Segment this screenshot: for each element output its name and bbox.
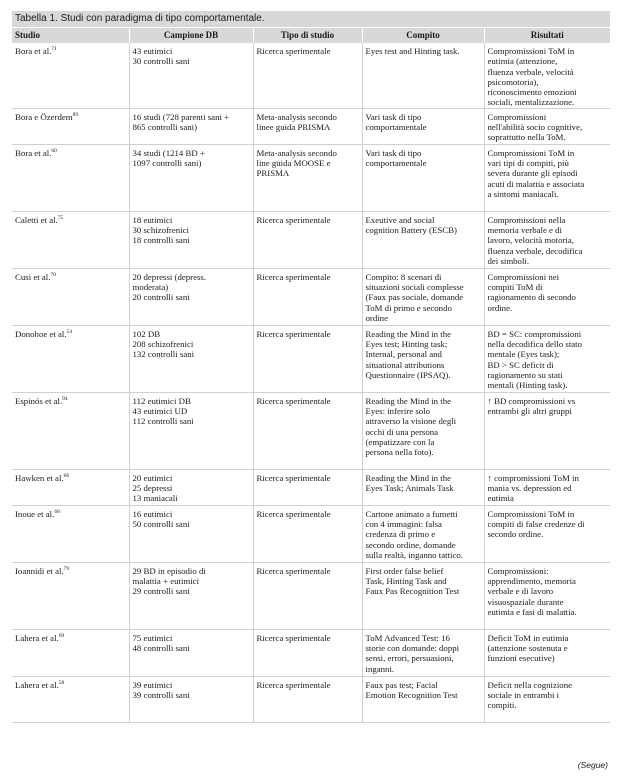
cell-tipo	[253, 629, 362, 676]
risultati-line: ragionamento di secondo	[487, 292, 576, 303]
compito-line: ToM di primo e secondo	[365, 302, 452, 313]
cell-compito	[362, 268, 484, 325]
risultati-line: psicomotoria),	[487, 76, 539, 87]
reference-number: 60	[51, 147, 57, 154]
cell-compito	[362, 676, 484, 722]
campione-line: 16 studi (728 parenti sani +	[132, 111, 230, 122]
campione-line: 1097 controlli sani)	[132, 158, 202, 169]
compito-line: Compito: 8 scenari di	[365, 271, 442, 282]
cell-studio	[12, 562, 129, 629]
risultati-line: sociali, mentalizzazione.	[487, 97, 575, 108]
cell-campione	[129, 562, 253, 629]
header-campione: Campione DB	[129, 28, 253, 43]
cell-studio	[12, 392, 129, 469]
tipo-line: PRISMA	[256, 168, 290, 179]
compito-line: comportamentale	[365, 122, 427, 133]
cell-studio	[12, 469, 129, 505]
study-name: Hawken et al.	[15, 472, 64, 483]
cell-studio	[12, 211, 129, 268]
compito-line: sensi, errori, persuasioni,	[365, 653, 454, 664]
risultati-line: acuti di malattia e associata	[487, 178, 585, 189]
risultati-line: nella decodifica dello stato	[487, 339, 583, 350]
cell-compito	[362, 629, 484, 676]
compito-line: persona nella foto).	[365, 447, 434, 458]
risultati-line: Compromissioni:	[487, 565, 549, 576]
compito-line: (empatizzare con la	[365, 436, 435, 447]
cell-campione	[129, 676, 253, 722]
campione-line: 20 depressi (depress.	[132, 271, 207, 282]
cell-campione	[129, 392, 253, 469]
campione-line: 39 eutimici	[132, 679, 173, 690]
cell-campione	[129, 268, 253, 325]
reference-number: 71	[51, 46, 57, 53]
campione-line: 29 BD in episodio di	[132, 565, 206, 576]
header-tipo: Tipo di studio	[253, 28, 362, 43]
risultati-line: mentale (Eyes task);	[487, 349, 560, 360]
cell-tipo	[253, 505, 362, 562]
risultati-line: nell'abilità socio cognitive,	[487, 122, 583, 133]
tipo-line: Ricerca sperimentale	[256, 271, 331, 282]
campione-line: 29 controlli sani	[132, 586, 190, 597]
cell-tipo	[253, 268, 362, 325]
compito-line: sulla realtà, inganno tattico.	[365, 549, 463, 560]
study-name: Lahera et al.	[15, 679, 59, 690]
cell-tipo	[253, 562, 362, 629]
reference-number: 94	[62, 395, 68, 402]
risultati-line: secondo ordine.	[487, 529, 544, 540]
risultati-line: compiti ToM di	[487, 282, 543, 293]
reference-number: 68	[54, 508, 60, 515]
cell-compito	[362, 144, 484, 211]
campione-line: 30 schizofrenici	[132, 225, 189, 236]
campione-line: 43 eutimici UD	[132, 406, 188, 417]
cell-campione	[129, 144, 253, 211]
risultati-line: eutimia	[487, 493, 514, 504]
risultati-line: ragionamento su stati	[487, 369, 563, 380]
cell-risultati	[484, 629, 610, 676]
compito-line: Task, Hinting Task and	[365, 576, 447, 587]
campione-line: 18 eutimici	[132, 214, 173, 225]
risultati-line: Compromissioni ToM in	[487, 46, 575, 56]
cell-studio	[12, 43, 129, 108]
compito-line: Reading the Mind in the	[365, 395, 452, 406]
risultati-line: mania vs. depression ed	[487, 483, 572, 494]
campione-line: 20 eutimici	[132, 472, 173, 483]
table-row	[12, 562, 610, 629]
tipo-line: linee guida PRISMA	[256, 122, 331, 133]
cell-risultati	[484, 108, 610, 144]
risultati-line: ↑ compromissioni ToM in	[487, 472, 579, 483]
compito-line: occhi di una persona	[365, 426, 439, 437]
compito-line: (Faux pas sociale, domande	[365, 292, 464, 303]
risultati-line: dei simboli.	[487, 255, 530, 266]
cell-campione	[129, 43, 253, 108]
tipo-line: Ricerca sperimentale	[256, 632, 331, 643]
reference-number: 75	[57, 214, 64, 221]
compito-line: situational attributions	[365, 359, 445, 370]
compito-line: Internal, personal and	[365, 349, 442, 360]
risultati-line: fluenza verbale, decodifica	[487, 245, 583, 256]
cell-campione	[129, 505, 253, 562]
risultati-line: eutimia e fasi di malattia.	[487, 606, 577, 617]
cell-risultati	[484, 392, 610, 469]
tipo-line: Meta-analysis secondo	[256, 147, 337, 158]
campione-line: 18 controlli sani	[132, 235, 190, 246]
compito-line: Eyes test and Hinting task.	[365, 46, 460, 56]
header-row	[12, 28, 610, 43]
risultati-line: vari tipi di compiti, più	[487, 158, 569, 169]
table-row	[12, 43, 610, 108]
campione-line: 112 controlli sani	[132, 416, 194, 427]
campione-line: 30 controlli sani	[132, 56, 190, 67]
cell-campione	[129, 469, 253, 505]
cell-compito	[362, 43, 484, 108]
campione-line: 25 depressi	[132, 483, 173, 494]
study-name: Bora e Özerdem	[15, 111, 73, 122]
campione-line: moderata)	[132, 282, 169, 293]
cell-risultati	[484, 43, 610, 108]
campione-line: 43 eutimici	[132, 46, 173, 56]
study-name: Espinós et al.	[15, 395, 63, 406]
risultati-line: Deficit nella cognizione	[487, 679, 573, 690]
compito-line: storie con domande: doppi	[365, 643, 460, 654]
study-name: Caletti et al.	[15, 214, 58, 225]
reference-number: 69	[58, 632, 65, 639]
study-name: Bora et al.	[15, 147, 52, 158]
risultati-line: apprendimento, memoria	[487, 576, 576, 587]
cell-tipo	[253, 108, 362, 144]
cell-campione	[129, 325, 253, 392]
cell-risultati	[484, 676, 610, 722]
campione-line: 39 controlli sani	[132, 690, 190, 701]
risultati-line: a sintomi maniacali.	[487, 188, 559, 199]
campione-line: 48 controlli sani	[132, 643, 190, 654]
compito-line: ordine	[365, 312, 388, 323]
reference-number: 66	[63, 472, 70, 479]
header-compito: Compito	[362, 28, 484, 43]
cell-tipo	[253, 144, 362, 211]
cell-tipo	[253, 469, 362, 505]
cell-studio	[12, 325, 129, 392]
table-row	[12, 392, 610, 469]
cell-risultati	[484, 562, 610, 629]
risultati-line: funzioni esecutive)	[487, 653, 555, 664]
table-row	[12, 629, 610, 676]
header-risultati: Risultati	[484, 28, 610, 43]
risultati-line: BD > SC deficit di	[487, 359, 554, 370]
cell-tipo	[253, 676, 362, 722]
cell-studio	[12, 108, 129, 144]
risultati-line: ordine.	[487, 302, 513, 313]
risultati-line: Deficit ToM in eutimia	[487, 632, 569, 643]
tipo-line: Ricerca sperimentale	[256, 508, 331, 519]
study-name: Donohoe et al.	[15, 328, 67, 339]
risultati-line: Compromissioni ToM in	[487, 147, 575, 158]
compito-line: Vari task di tipo	[365, 147, 422, 158]
risultati-line: (attenzione sostenuta e	[487, 643, 568, 654]
compito-line: Faux pas test; Facial	[365, 679, 438, 690]
table-row	[12, 268, 610, 325]
risultati-line: mentali (Hinting task).	[487, 380, 568, 391]
risultati-line: compiti di false credenze di	[487, 519, 585, 530]
campione-line: 75 eutimici	[132, 632, 173, 643]
cell-risultati	[484, 211, 610, 268]
compito-line: Faux Pas Recognition Test	[365, 586, 460, 597]
cell-studio	[12, 268, 129, 325]
risultati-line: ↑ BD compromissioni vs	[487, 395, 576, 406]
table-row	[12, 144, 610, 211]
compito-line: comportamentale	[365, 158, 427, 169]
compito-line: Eyes Task; Animals Task	[365, 483, 454, 494]
tipo-line: Ricerca sperimentale	[256, 472, 331, 483]
reference-number: 89	[72, 111, 79, 118]
cell-compito	[362, 562, 484, 629]
compito-line: Eyes test; Hinting task;	[365, 339, 448, 350]
risultati-line: entrambi gli altri gruppi	[487, 406, 572, 417]
campione-line: 13 maniacali	[132, 493, 178, 504]
risultati-line: lavoro, velocità motoria,	[487, 235, 574, 246]
cell-studio	[12, 676, 129, 722]
cell-tipo	[253, 211, 362, 268]
study-name: Bora et al.	[15, 46, 52, 56]
risultati-line: sociale in entrambi i	[487, 690, 560, 701]
compito-line: Exeutive and social	[365, 214, 435, 225]
cell-compito	[362, 108, 484, 144]
cell-campione	[129, 108, 253, 144]
tipo-line: line guida MOOSE e	[256, 158, 331, 169]
risultati-line: memoria verbale e di	[487, 225, 562, 236]
tipo-line: Ricerca sperimentale	[256, 214, 331, 225]
study-name: Ioannidi et al.	[15, 565, 64, 576]
tipo-line: Ricerca sperimentale	[256, 328, 331, 339]
cell-compito	[362, 469, 484, 505]
risultati-line: visuospaziale durante	[487, 596, 564, 607]
risultati-line: eutimia (attenzione,	[487, 56, 558, 67]
risultati-line: Compromissioni nella	[487, 214, 566, 225]
reference-number: 54	[66, 328, 73, 335]
cell-risultati	[484, 268, 610, 325]
cell-risultati	[484, 469, 610, 505]
cell-risultati	[484, 505, 610, 562]
cell-tipo	[253, 392, 362, 469]
compito-line: Reading the Mind in the	[365, 472, 452, 483]
risultati-line: fluenza verbale, velocità	[487, 66, 574, 77]
cell-studio	[12, 505, 129, 562]
risultati-line: Compromissioni nei	[487, 271, 560, 282]
tipo-line: Ricerca sperimentale	[256, 565, 331, 576]
risultati-line: Compromissioni ToM in	[487, 508, 575, 519]
campione-line: malattia + eutimici	[132, 576, 200, 587]
reference-number: 58	[58, 679, 65, 686]
compito-line: cognition Battery (ESCB)	[365, 225, 457, 236]
campione-line: 20 controlli sani	[132, 292, 190, 303]
compito-line: Vari task di tipo	[365, 111, 422, 122]
table-row	[12, 676, 610, 722]
table-caption: Tabella 1. Studi con paradigma di tipo comportamentale.	[12, 11, 610, 27]
risultati-line: severa durante gli episodi	[487, 168, 578, 179]
compito-line: secondo ordine, domande	[365, 539, 456, 550]
header-studio: Studio	[12, 28, 129, 43]
compito-line: situazioni sociali complesse	[365, 282, 464, 293]
cell-tipo	[253, 43, 362, 108]
tipo-line: Ricerca sperimentale	[256, 46, 331, 56]
campione-line: 50 controlli sani	[132, 519, 190, 530]
campione-line: 16 eutimici	[132, 508, 173, 519]
risultati-line: BD = SC: compromissioni	[487, 328, 582, 339]
compito-line: ToM Advanced Test: 16	[365, 632, 450, 643]
cell-compito	[362, 505, 484, 562]
compito-line: Emotion Recognition Test	[365, 690, 458, 701]
risultati-line: riconoscimento emozioni	[487, 87, 577, 98]
compito-line: Eyes: inferire solo	[365, 406, 430, 417]
tipo-line: Ricerca sperimentale	[256, 395, 331, 406]
table-row	[12, 211, 610, 268]
cell-compito	[362, 325, 484, 392]
studies-table	[12, 28, 610, 723]
cell-campione	[129, 211, 253, 268]
reference-number: 79	[63, 565, 70, 572]
cell-compito	[362, 392, 484, 469]
compito-line: credenza di primo e	[365, 529, 436, 540]
risultati-line: soprattutto nella ToM.	[487, 132, 566, 143]
cell-campione	[129, 629, 253, 676]
cell-tipo	[253, 325, 362, 392]
table-row	[12, 469, 610, 505]
cell-risultati	[484, 325, 610, 392]
risultati-line: compiti.	[487, 700, 517, 711]
compito-line: Cartone animato a fumetti	[365, 508, 458, 519]
continued-note: (Segue)	[577, 760, 608, 770]
campione-line: 34 studi (1214 BD +	[132, 147, 205, 158]
tipo-line: Ricerca sperimentale	[256, 679, 331, 690]
cell-studio	[12, 629, 129, 676]
compito-line: inganni.	[365, 663, 395, 674]
campione-line: 132 controlli sani	[132, 349, 195, 360]
table-row	[12, 108, 610, 144]
tipo-line: Meta-analysis secondo	[256, 111, 337, 122]
campione-line: 102 DB	[132, 328, 161, 339]
risultati-line: Compromissioni	[487, 111, 547, 122]
risultati-line: verbale e di lavoro	[487, 586, 554, 597]
cell-studio	[12, 144, 129, 211]
study-name: Cusi et al.	[15, 271, 51, 282]
reference-number: 70	[50, 271, 56, 278]
cell-compito	[362, 211, 484, 268]
study-name: Lahera et al.	[15, 632, 59, 643]
compito-line: Questionnaire (IPSAQ).	[365, 369, 451, 380]
table-body	[12, 43, 610, 722]
table-row	[12, 505, 610, 562]
compito-line: con 4 immagini: falsa	[365, 519, 442, 530]
study-name: Inoue et al.	[15, 508, 55, 519]
campione-line: 865 controlli sani)	[132, 122, 197, 133]
table-row	[12, 325, 610, 392]
compito-line: attraverso la visione degli	[365, 416, 457, 427]
compito-line: Reading the Mind in the	[365, 328, 452, 339]
compito-line: First order false belief	[365, 565, 444, 576]
cell-risultati	[484, 144, 610, 211]
campione-line: 112 eutimici DB	[132, 395, 191, 406]
campione-line: 208 schizofrenici	[132, 339, 194, 350]
